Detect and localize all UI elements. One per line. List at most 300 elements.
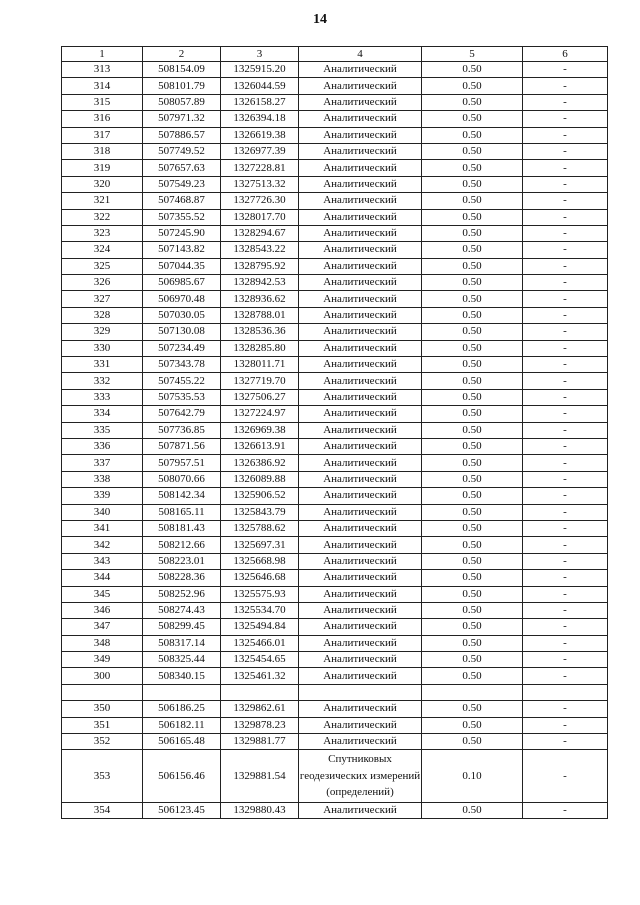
table-row [62, 553, 608, 569]
accuracy-cell: 0.50 [422, 389, 523, 405]
point-number-cell: 333 [62, 389, 143, 405]
accuracy-cell: 0.50 [422, 307, 523, 323]
x-coordinate-cell: 507749.52 [143, 143, 221, 159]
accuracy-cell: 0.50 [422, 258, 523, 274]
method-cell: Аналитический [299, 619, 422, 635]
x-coordinate-cell: 507468.87 [143, 193, 221, 209]
accuracy-cell: 0.50 [422, 111, 523, 127]
method-cell: Аналитический [299, 340, 422, 356]
accuracy-cell: 0.50 [422, 455, 523, 471]
x-coordinate-cell: 507234.49 [143, 340, 221, 356]
point-number-cell: 315 [62, 94, 143, 110]
method-cell: Аналитический [299, 586, 422, 602]
x-coordinate-cell: 507886.57 [143, 127, 221, 143]
x-coordinate-cell: 507657.63 [143, 160, 221, 176]
table-row [62, 734, 608, 750]
point-number-cell: 318 [62, 143, 143, 159]
header-cell: 1 [62, 47, 143, 62]
point-number-cell: 326 [62, 275, 143, 291]
point-number-cell: 330 [62, 340, 143, 356]
accuracy-cell: 0.50 [422, 734, 523, 750]
x-coordinate-cell: 507143.82 [143, 242, 221, 258]
accuracy-cell: 0.50 [422, 193, 523, 209]
accuracy-cell: 0.50 [422, 143, 523, 159]
y-coordinate-cell: 1326044.59 [221, 78, 299, 94]
y-coordinate-cell: 1328011.71 [221, 357, 299, 373]
y-coordinate-cell: 1325843.79 [221, 504, 299, 520]
note-cell: - [523, 307, 608, 323]
accuracy-cell: 0.50 [422, 668, 523, 684]
x-coordinate-cell: 508228.36 [143, 570, 221, 586]
method-cell: Аналитический [299, 193, 422, 209]
y-coordinate-cell: 1326613.91 [221, 438, 299, 454]
accuracy-cell: 0.50 [422, 570, 523, 586]
note-cell: - [523, 389, 608, 405]
table-row [62, 406, 608, 422]
y-coordinate-cell: 1325494.84 [221, 619, 299, 635]
note-cell: - [523, 570, 608, 586]
table-row [62, 504, 608, 520]
x-coordinate-cell: 508212.66 [143, 537, 221, 553]
table-row [62, 62, 608, 78]
table-row [62, 160, 608, 176]
x-coordinate-cell: 507030.05 [143, 307, 221, 323]
note-cell: - [523, 176, 608, 192]
table-row [62, 586, 608, 602]
note-cell: - [523, 455, 608, 471]
table-row [62, 471, 608, 487]
y-coordinate-cell: 1326158.27 [221, 94, 299, 110]
table-row [62, 422, 608, 438]
table-row [62, 275, 608, 291]
table-row [62, 652, 608, 668]
point-number-cell: 337 [62, 455, 143, 471]
point-number-cell: 300 [62, 668, 143, 684]
method-cell: Аналитический [299, 471, 422, 487]
table-row [62, 668, 608, 684]
y-coordinate-cell: 1325788.62 [221, 520, 299, 536]
x-coordinate-cell: 508181.43 [143, 520, 221, 536]
point-number-cell: 340 [62, 504, 143, 520]
point-number-cell: 321 [62, 193, 143, 209]
accuracy-cell: 0.50 [422, 488, 523, 504]
method-cell: Аналитический [299, 520, 422, 536]
point-number-cell [62, 684, 143, 700]
x-coordinate-cell: 506156.46 [143, 750, 221, 803]
table-row [62, 619, 608, 635]
x-coordinate-cell: 506123.45 [143, 802, 221, 818]
point-number-cell: 348 [62, 635, 143, 651]
table-header [62, 47, 608, 62]
table-row [62, 307, 608, 323]
method-cell: Аналитический [299, 602, 422, 618]
accuracy-cell: 0.50 [422, 373, 523, 389]
table-row [62, 143, 608, 159]
y-coordinate-cell: 1326394.18 [221, 111, 299, 127]
accuracy-cell [422, 684, 523, 700]
point-number-cell: 327 [62, 291, 143, 307]
accuracy-cell: 0.50 [422, 635, 523, 651]
table-row [62, 193, 608, 209]
table-body [62, 62, 608, 819]
header-cell: 5 [422, 47, 523, 62]
x-coordinate-cell: 507343.78 [143, 357, 221, 373]
note-cell: - [523, 78, 608, 94]
y-coordinate-cell: 1328788.01 [221, 307, 299, 323]
method-cell: Аналитический [299, 438, 422, 454]
y-coordinate-cell: 1327228.81 [221, 160, 299, 176]
y-coordinate-cell: 1328285.80 [221, 340, 299, 356]
note-cell: - [523, 537, 608, 553]
table-row [62, 602, 608, 618]
method-cell: Аналитический [299, 258, 422, 274]
accuracy-cell: 0.50 [422, 652, 523, 668]
note-cell: - [523, 127, 608, 143]
header-cell: 4 [299, 47, 422, 62]
table-row [62, 373, 608, 389]
accuracy-cell: 0.50 [422, 62, 523, 78]
y-coordinate-cell: 1326977.39 [221, 143, 299, 159]
table-row [62, 455, 608, 471]
method-cell: Аналитический [299, 635, 422, 651]
y-coordinate-cell: 1325454.65 [221, 652, 299, 668]
y-coordinate-cell: 1328942.53 [221, 275, 299, 291]
x-coordinate-cell: 506182.11 [143, 717, 221, 733]
point-number-cell: 344 [62, 570, 143, 586]
note-cell: - [523, 373, 608, 389]
point-number-cell: 341 [62, 520, 143, 536]
point-number-cell: 332 [62, 373, 143, 389]
accuracy-cell: 0.50 [422, 357, 523, 373]
coordinates-table [61, 46, 608, 819]
y-coordinate-cell: 1328017.70 [221, 209, 299, 225]
note-cell: - [523, 357, 608, 373]
note-cell: - [523, 209, 608, 225]
page-number: 14 [313, 12, 327, 27]
point-number-cell: 342 [62, 537, 143, 553]
x-coordinate-cell: 508154.09 [143, 62, 221, 78]
method-cell: Аналитический [299, 62, 422, 78]
table-row [62, 488, 608, 504]
x-coordinate-cell [143, 684, 221, 700]
table-row [62, 324, 608, 340]
point-number-cell: 353 [62, 750, 143, 803]
x-coordinate-cell: 506165.48 [143, 734, 221, 750]
y-coordinate-cell: 1328795.92 [221, 258, 299, 274]
y-coordinate-cell: 1327506.27 [221, 389, 299, 405]
table-row [62, 176, 608, 192]
point-number-cell: 343 [62, 553, 143, 569]
y-coordinate-cell: 1328536.36 [221, 324, 299, 340]
x-coordinate-cell: 506186.25 [143, 701, 221, 717]
table-row [62, 717, 608, 733]
method-cell: Аналитический [299, 802, 422, 818]
accuracy-cell: 0.50 [422, 275, 523, 291]
x-coordinate-cell: 507957.51 [143, 455, 221, 471]
point-number-cell: 350 [62, 701, 143, 717]
x-coordinate-cell: 507549.23 [143, 176, 221, 192]
note-cell: - [523, 193, 608, 209]
y-coordinate-cell: 1327719.70 [221, 373, 299, 389]
table-row [62, 750, 608, 803]
note-cell: - [523, 586, 608, 602]
method-cell: Аналитический [299, 324, 422, 340]
accuracy-cell: 0.50 [422, 291, 523, 307]
point-number-cell: 325 [62, 258, 143, 274]
method-cell: Аналитический [299, 275, 422, 291]
y-coordinate-cell: 1326089.88 [221, 471, 299, 487]
note-cell: - [523, 668, 608, 684]
accuracy-cell: 0.10 [422, 750, 523, 803]
accuracy-cell: 0.50 [422, 209, 523, 225]
note-cell: - [523, 111, 608, 127]
y-coordinate-cell: 1325461.32 [221, 668, 299, 684]
note-cell: - [523, 258, 608, 274]
method-cell: Спутниковых геодезических измерений (определений) [299, 750, 422, 803]
accuracy-cell: 0.50 [422, 537, 523, 553]
accuracy-cell: 0.50 [422, 553, 523, 569]
note-cell: - [523, 143, 608, 159]
y-coordinate-cell: 1327726.30 [221, 193, 299, 209]
x-coordinate-cell: 508325.44 [143, 652, 221, 668]
method-cell: Аналитический [299, 94, 422, 110]
table-row [62, 357, 608, 373]
table-row [62, 520, 608, 536]
accuracy-cell: 0.50 [422, 602, 523, 618]
table-row [62, 537, 608, 553]
table-row [62, 258, 608, 274]
y-coordinate-cell: 1325466.01 [221, 635, 299, 651]
method-cell: Аналитический [299, 160, 422, 176]
note-cell: - [523, 275, 608, 291]
method-cell: Аналитический [299, 455, 422, 471]
note-cell [523, 684, 608, 700]
method-cell: Аналитический [299, 242, 422, 258]
table-row [62, 127, 608, 143]
point-number-cell: 339 [62, 488, 143, 504]
header-row [62, 47, 608, 62]
method-cell: Аналитический [299, 389, 422, 405]
note-cell: - [523, 471, 608, 487]
accuracy-cell: 0.50 [422, 225, 523, 241]
x-coordinate-cell: 508299.45 [143, 619, 221, 635]
method-cell: Аналитический [299, 291, 422, 307]
y-coordinate-cell: 1325534.70 [221, 602, 299, 618]
x-coordinate-cell: 507971.32 [143, 111, 221, 127]
note-cell: - [523, 94, 608, 110]
method-cell: Аналитический [299, 406, 422, 422]
x-coordinate-cell: 507355.52 [143, 209, 221, 225]
x-coordinate-cell: 508340.15 [143, 668, 221, 684]
method-cell: Аналитический [299, 78, 422, 94]
point-number-cell: 317 [62, 127, 143, 143]
note-cell: - [523, 652, 608, 668]
header-cell: 3 [221, 47, 299, 62]
method-cell: Аналитический [299, 553, 422, 569]
point-number-cell: 320 [62, 176, 143, 192]
x-coordinate-cell: 507736.85 [143, 422, 221, 438]
note-cell: - [523, 635, 608, 651]
method-cell: Аналитический [299, 422, 422, 438]
table-row [62, 635, 608, 651]
point-number-cell: 323 [62, 225, 143, 241]
y-coordinate-cell: 1328936.62 [221, 291, 299, 307]
y-coordinate-cell: 1326386.92 [221, 455, 299, 471]
y-coordinate-cell: 1326619.38 [221, 127, 299, 143]
point-number-cell: 346 [62, 602, 143, 618]
x-coordinate-cell: 507455.22 [143, 373, 221, 389]
note-cell: - [523, 291, 608, 307]
method-cell: Аналитический [299, 225, 422, 241]
y-coordinate-cell [221, 684, 299, 700]
point-number-cell: 338 [62, 471, 143, 487]
note-cell: - [523, 62, 608, 78]
method-cell: Аналитический [299, 176, 422, 192]
x-coordinate-cell: 508223.01 [143, 553, 221, 569]
note-cell: - [523, 602, 608, 618]
method-cell: Аналитический [299, 701, 422, 717]
method-cell: Аналитический [299, 357, 422, 373]
y-coordinate-cell: 1326969.38 [221, 422, 299, 438]
point-number-cell: 316 [62, 111, 143, 127]
accuracy-cell: 0.50 [422, 127, 523, 143]
x-coordinate-cell: 507535.53 [143, 389, 221, 405]
accuracy-cell: 0.50 [422, 176, 523, 192]
x-coordinate-cell: 506970.48 [143, 291, 221, 307]
x-coordinate-cell: 508101.79 [143, 78, 221, 94]
note-cell: - [523, 504, 608, 520]
x-coordinate-cell: 508274.43 [143, 602, 221, 618]
y-coordinate-cell: 1327224.97 [221, 406, 299, 422]
point-number-cell: 351 [62, 717, 143, 733]
accuracy-cell: 0.50 [422, 520, 523, 536]
table-row [62, 209, 608, 225]
point-number-cell: 329 [62, 324, 143, 340]
method-cell: Аналитический [299, 111, 422, 127]
table-row [62, 802, 608, 818]
table-row [62, 78, 608, 94]
point-number-cell: 345 [62, 586, 143, 602]
method-cell: Аналитический [299, 488, 422, 504]
point-number-cell: 335 [62, 422, 143, 438]
method-cell: Аналитический [299, 652, 422, 668]
point-number-cell: 349 [62, 652, 143, 668]
y-coordinate-cell: 1325915.20 [221, 62, 299, 78]
method-cell: Аналитический [299, 373, 422, 389]
point-number-cell: 347 [62, 619, 143, 635]
x-coordinate-cell: 508252.96 [143, 586, 221, 602]
note-cell: - [523, 802, 608, 818]
table-row [62, 291, 608, 307]
note-cell: - [523, 553, 608, 569]
method-cell: Аналитический [299, 717, 422, 733]
point-number-cell: 331 [62, 357, 143, 373]
accuracy-cell: 0.50 [422, 586, 523, 602]
x-coordinate-cell: 507642.79 [143, 406, 221, 422]
y-coordinate-cell: 1327513.32 [221, 176, 299, 192]
method-cell: Аналитический [299, 734, 422, 750]
method-cell: Аналитический [299, 537, 422, 553]
x-coordinate-cell: 507245.90 [143, 225, 221, 241]
method-cell: Аналитический [299, 127, 422, 143]
accuracy-cell: 0.50 [422, 78, 523, 94]
accuracy-cell: 0.50 [422, 802, 523, 818]
y-coordinate-cell: 1328543.22 [221, 242, 299, 258]
header-cell: 6 [523, 47, 608, 62]
note-cell: - [523, 438, 608, 454]
x-coordinate-cell: 508057.89 [143, 94, 221, 110]
table-row [62, 389, 608, 405]
table-row [62, 94, 608, 110]
accuracy-cell: 0.50 [422, 504, 523, 520]
note-cell: - [523, 242, 608, 258]
note-cell: - [523, 520, 608, 536]
point-number-cell: 354 [62, 802, 143, 818]
x-coordinate-cell: 508165.11 [143, 504, 221, 520]
accuracy-cell: 0.50 [422, 340, 523, 356]
x-coordinate-cell: 506985.67 [143, 275, 221, 291]
accuracy-cell: 0.50 [422, 422, 523, 438]
table-row [62, 225, 608, 241]
y-coordinate-cell: 1329878.23 [221, 717, 299, 733]
point-number-cell: 313 [62, 62, 143, 78]
y-coordinate-cell: 1325697.31 [221, 537, 299, 553]
point-number-cell: 336 [62, 438, 143, 454]
y-coordinate-cell: 1329862.61 [221, 701, 299, 717]
y-coordinate-cell: 1328294.67 [221, 225, 299, 241]
x-coordinate-cell: 507130.08 [143, 324, 221, 340]
table-row [62, 340, 608, 356]
accuracy-cell: 0.50 [422, 471, 523, 487]
note-cell: - [523, 422, 608, 438]
y-coordinate-cell: 1325575.93 [221, 586, 299, 602]
accuracy-cell: 0.50 [422, 717, 523, 733]
note-cell: - [523, 406, 608, 422]
header-cell: 2 [143, 47, 221, 62]
point-number-cell: 322 [62, 209, 143, 225]
accuracy-cell: 0.50 [422, 94, 523, 110]
x-coordinate-cell: 507871.56 [143, 438, 221, 454]
point-number-cell: 324 [62, 242, 143, 258]
note-cell: - [523, 340, 608, 356]
y-coordinate-cell: 1325646.68 [221, 570, 299, 586]
x-coordinate-cell: 507044.35 [143, 258, 221, 274]
table-row [62, 684, 608, 700]
note-cell: - [523, 324, 608, 340]
method-cell: Аналитический [299, 570, 422, 586]
method-cell: Аналитический [299, 307, 422, 323]
point-number-cell: 352 [62, 734, 143, 750]
table-row [62, 111, 608, 127]
x-coordinate-cell: 508142.34 [143, 488, 221, 504]
note-cell: - [523, 619, 608, 635]
accuracy-cell: 0.50 [422, 701, 523, 717]
accuracy-cell: 0.50 [422, 438, 523, 454]
method-cell [299, 684, 422, 700]
note-cell: - [523, 734, 608, 750]
note-cell: - [523, 160, 608, 176]
y-coordinate-cell: 1325906.52 [221, 488, 299, 504]
x-coordinate-cell: 508317.14 [143, 635, 221, 651]
point-number-cell: 328 [62, 307, 143, 323]
accuracy-cell: 0.50 [422, 242, 523, 258]
point-number-cell: 314 [62, 78, 143, 94]
y-coordinate-cell: 1325668.98 [221, 553, 299, 569]
note-cell: - [523, 488, 608, 504]
accuracy-cell: 0.50 [422, 406, 523, 422]
note-cell: - [523, 717, 608, 733]
method-cell: Аналитический [299, 668, 422, 684]
